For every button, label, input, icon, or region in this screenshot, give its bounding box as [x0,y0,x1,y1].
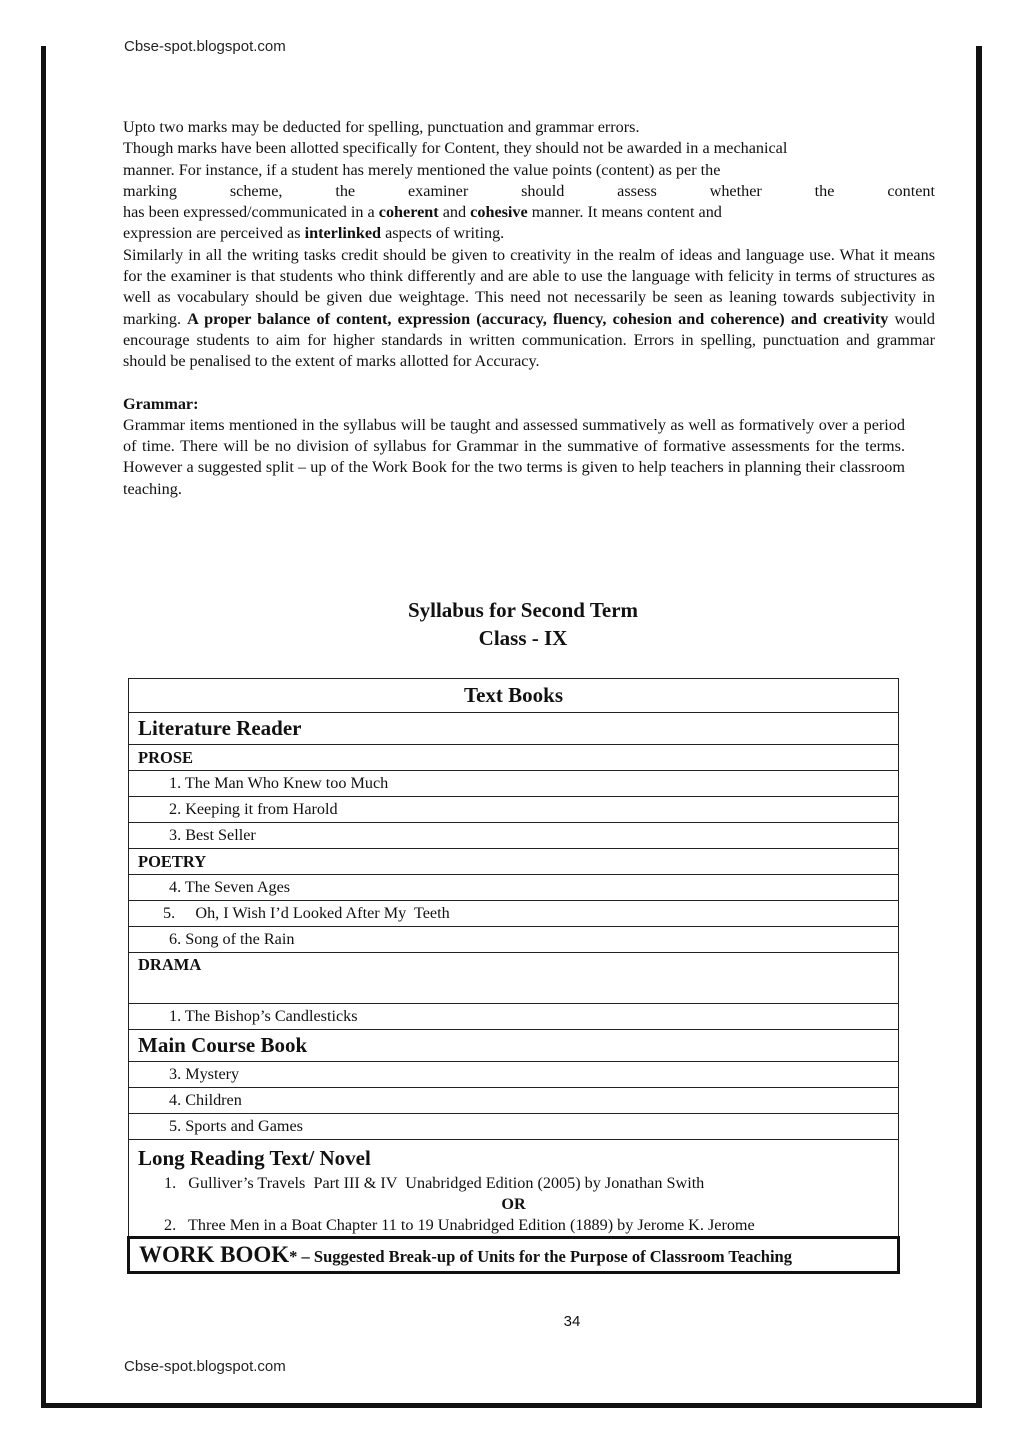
or-label: OR [501,1195,526,1213]
novel-option-1: 1. Gulliver’s Travels Part III & IV Unabridged Edition (2005) by Jonathan Swith [164,1174,705,1192]
subsection-poetry: POETRY [129,849,899,875]
long-reading-title: Long Reading Text/ Novel [138,1146,371,1170]
table-row: 4. Children [129,1088,899,1114]
table-row: 5. Sports and Games [129,1114,899,1140]
paragraph-content-line-3: marking scheme, the examiner should assess whether the content [123,181,935,200]
novel-option-2: 2. Three Men in a Boat Chapter 11 to 19 Unabridged Edition (1889) by Jerome K. Jerome [164,1216,755,1234]
section-long-reading [129,1140,899,1238]
paragraph-creativity: Similarly in all the writing tasks credit should be given to creativity in the realm of ideas and language use. What it means for the examiner is that students who think differently and are able to use the language with felicity in terms of structures as well as vocabulary should be given due weightage. This need not necessarily be seen as leaning towards subjectivity in marking. A proper balance of content, expression (accuracy, fluency, cohesion and coherence) and creativity would encourage students to aim for higher standards in written communication. Errors in spelling, punctuation and grammar should be penalised to the extent of marks allotted for Accuracy. [123,245,936,371]
work-book-subtitle: * – Suggested Break-up of Units for the Purpose of Classroom Teaching [289,1247,792,1266]
table-row: 3. Mystery [129,1062,899,1088]
section-work-book [129,1238,899,1273]
table-row: 4. The Seven Ages [129,875,899,901]
page-number: 34 [563,1313,581,1330]
section-main-course-book: Main Course Book [129,1030,899,1062]
table-header: Text Books [129,679,899,713]
page-border-left [41,46,46,1408]
work-book-title: WORK BOOK [139,1242,290,1267]
class-title: Class - IX [478,626,568,650]
syllabus-title: Syllabus for Second Term [407,598,639,622]
grammar-heading: Grammar: [123,394,199,413]
syllabus-table [127,678,900,1274]
paragraph-content-line-2: manner. For instance, if a student has merely mentioned the value points (content) as per the [123,160,721,179]
term-interlinked: interlinked [304,224,382,243]
subsection-prose: PROSE [129,745,899,771]
term-cohesive: cohesive [470,203,528,222]
table-row: 1. The Man Who Knew too Much [129,771,899,797]
table-row: 1. The Bishop’s Candlesticks [129,1004,899,1030]
grammar-paragraph: Grammar items mentioned in the syllabus will be taught and assessed summatively as well as formatively over a period of time. There will be no division of syllabus for Grammar in the summative of formative assessments for the terms. However a suggested split – up of the Work Book for the two terms is given to help teachers in planning their classroom teaching. [123,415,905,498]
page-border-bottom [41,1403,982,1408]
site-header: Cbse-spot.blogspot.com [124,38,286,55]
paragraph-content-line-4: has been expressed/communicated in a coherent and cohesive manner. It means content and [123,203,722,222]
paragraph-content-line-5: expression are perceived as interlinked aspects of writing. [123,224,505,243]
bold-balance-statement: A proper balance of content, expression (accuracy, fluency, cohesion and coherence) and creativity [187,309,889,328]
paragraph-content-line-1: Though marks have been allotted specifically for Content, they should not be awarded in a mechanical [123,139,788,158]
site-footer: Cbse-spot.blogspot.com [124,1358,286,1375]
table-row: 5. Oh, I Wish I’d Looked After My Teeth [129,901,899,927]
subsection-drama: DRAMA [129,953,899,1004]
term-coherent: coherent [378,203,439,222]
table-row: 3. Best Seller [129,823,899,849]
section-literature-reader: Literature Reader [129,713,899,745]
body-text [123,117,935,500]
table-row: 6. Song of the Rain [129,927,899,953]
page-border-right [976,46,982,1408]
table-row: 2. Keeping it from Harold [129,797,899,823]
paragraph-deduction: Upto two marks may be deducted for spelling, punctuation and grammar errors. [123,118,640,136]
